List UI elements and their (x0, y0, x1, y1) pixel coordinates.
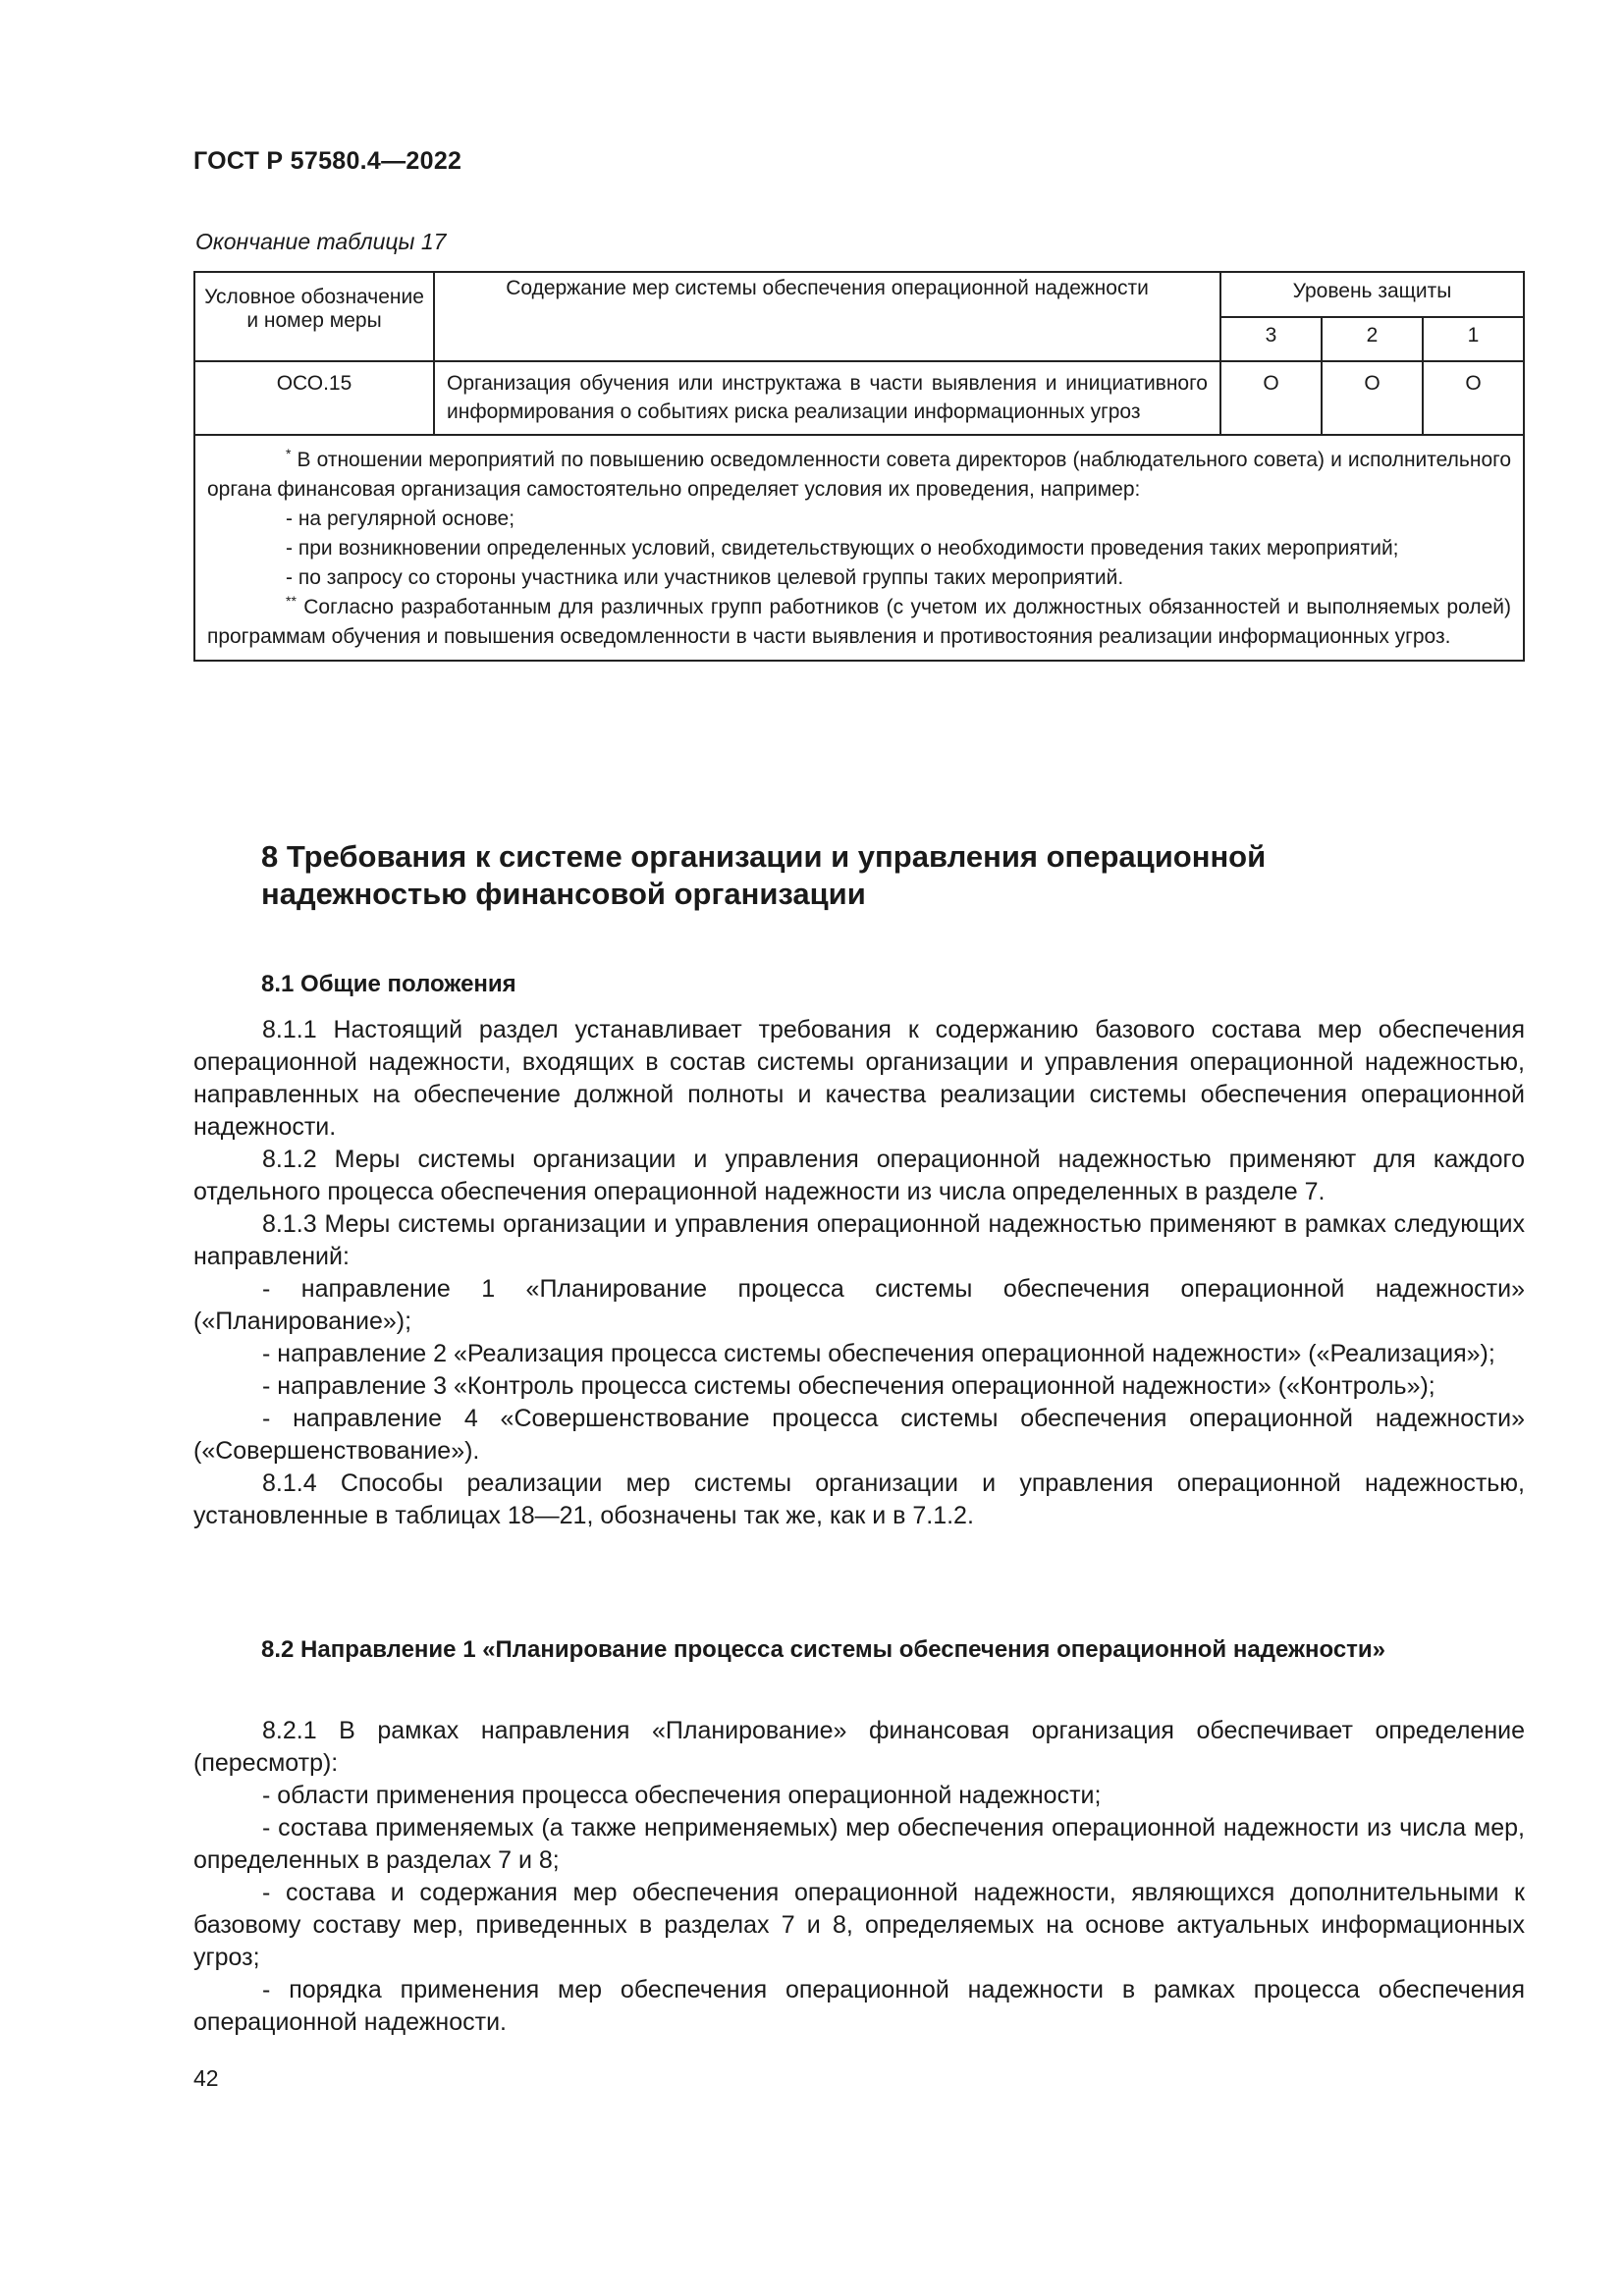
section-8-2-body (193, 1715, 1525, 2039)
list-item: - порядка применения мер обеспечения операционной надежности в рамках процесса обеспечения операционной надежности. (193, 1976, 1525, 2036)
note-2-text: Согласно разработанным для различных групп работников (с учетом их должностных обязанностей и выполняемых ролей) программам обучения и повышения осведомленности в части выявления и противостояния реализации информационных угроз. (207, 596, 1511, 648)
header-levels: Уровень защиты (1220, 272, 1524, 317)
header-level-3: 3 (1220, 317, 1322, 361)
list-item: - направление 1 «Планирование процесса системы обеспечения операционной надежности» («Планирование»); (193, 1275, 1525, 1335)
page-number: 42 (193, 2065, 219, 2091)
measure-level-3: О (1220, 361, 1322, 435)
measure-level-1: О (1423, 361, 1524, 435)
list-item: - направление 3 «Контроль процесса системы обеспечения операционной надежности» («Контроль»); (262, 1372, 1435, 1400)
measure-description: Организация обучения или инструктажа в части выявления и инициативного информирования о событиях риска реализации информационных угроз (434, 361, 1220, 435)
list-item: - направление 2 «Реализация процесса системы обеспечения операционной надежности» («Реализация»); (262, 1340, 1495, 1367)
note-1-mark: * (286, 446, 292, 461)
note-1-text: В отношении мероприятий по повышению осведомленности совета директоров (наблюдательного совета) и исполнительного органа финансовая организация самостоятельно определяет условия их проведения, например: (207, 449, 1511, 501)
paragraph: 8.1.2 Меры системы организации и управления операционной надежностью применяют для каждого отдельного процесса обеспечения операционной надежности из числа определенных в разделе 7. (193, 1146, 1525, 1205)
note-item: - при возникновении определенных условий, свидетельствующих о необходимости проведения таких мероприятий; (286, 537, 1399, 560)
list-item: - направление 4 «Совершенствование процесса системы обеспечения операционной надежности» («Совершенствование»). (193, 1405, 1525, 1465)
measure-code: ОСО.15 (194, 361, 434, 435)
note-item: - на регулярной основе; (286, 507, 515, 530)
measure-level-2: О (1322, 361, 1423, 435)
table-notes (194, 435, 1524, 661)
header-level-1: 1 (1423, 317, 1524, 361)
paragraph: 8.1.1 Настоящий раздел устанавливает требования к содержанию базового состава мер обеспечения операционной надежности, входящих в состав системы организации и управления операционной надежностью, направленных на обеспечение должной полноты и качества реализации системы обеспечения операционной надежности. (193, 1016, 1525, 1141)
note-2 (207, 593, 1511, 652)
paragraph: 8.2.1 В рамках направления «Планирование» финансовая организация обеспечивает определение (пересмотр): (193, 1717, 1525, 1777)
header-level-2: 2 (1322, 317, 1423, 361)
table-row (194, 361, 1524, 435)
list-item: - области применения процесса обеспечения операционной надежности; (262, 1782, 1102, 1809)
header-code: Условное обозначение и номер меры (194, 272, 434, 361)
note-2-mark: ** (286, 593, 297, 609)
section-8-1-title: 8.1 Общие положения (261, 971, 516, 997)
section-8-title: 8 Требования к системе организации и управления операционной надежностью финансовой организации (261, 839, 1267, 911)
list-item: - состава применяемых (а также неприменяемых) мер обеспечения операционной надежности из числа мер, определенных в разделах 7 и 8; (193, 1814, 1525, 1874)
header-description: Содержание мер системы обеспечения операционной надежности (434, 272, 1220, 361)
paragraph: 8.1.3 Меры системы организации и управления операционной надежностью применяют в рамках следующих направлений: (193, 1210, 1525, 1270)
note-item: - по запросу со стороны участника или участников целевой группы таких мероприятий. (286, 566, 1124, 589)
note-1 (207, 446, 1511, 505)
table-caption: Окончание таблицы 17 (195, 229, 447, 254)
section-8-1-body (193, 1014, 1525, 1532)
list-item: - состава и содержания мер обеспечения операционной надежности, являющихся дополнительными к базовому составу мер, приведенных в разделах 7 и 8, определяемых на основе актуальных информационных угроз; (193, 1879, 1525, 1971)
standard-header: ГОСТ Р 57580.4—2022 (193, 147, 462, 175)
measures-table (193, 271, 1525, 662)
paragraph: 8.1.4 Способы реализации мер системы организации и управления операционной надежностью, установленные в таблицах 18—21, обозначены так же, как и в 7.1.2. (193, 1469, 1525, 1529)
section-8-2-title: 8.2 Направление 1 «Планирование процесса системы обеспечения операционной надежности» (261, 1636, 1386, 1663)
